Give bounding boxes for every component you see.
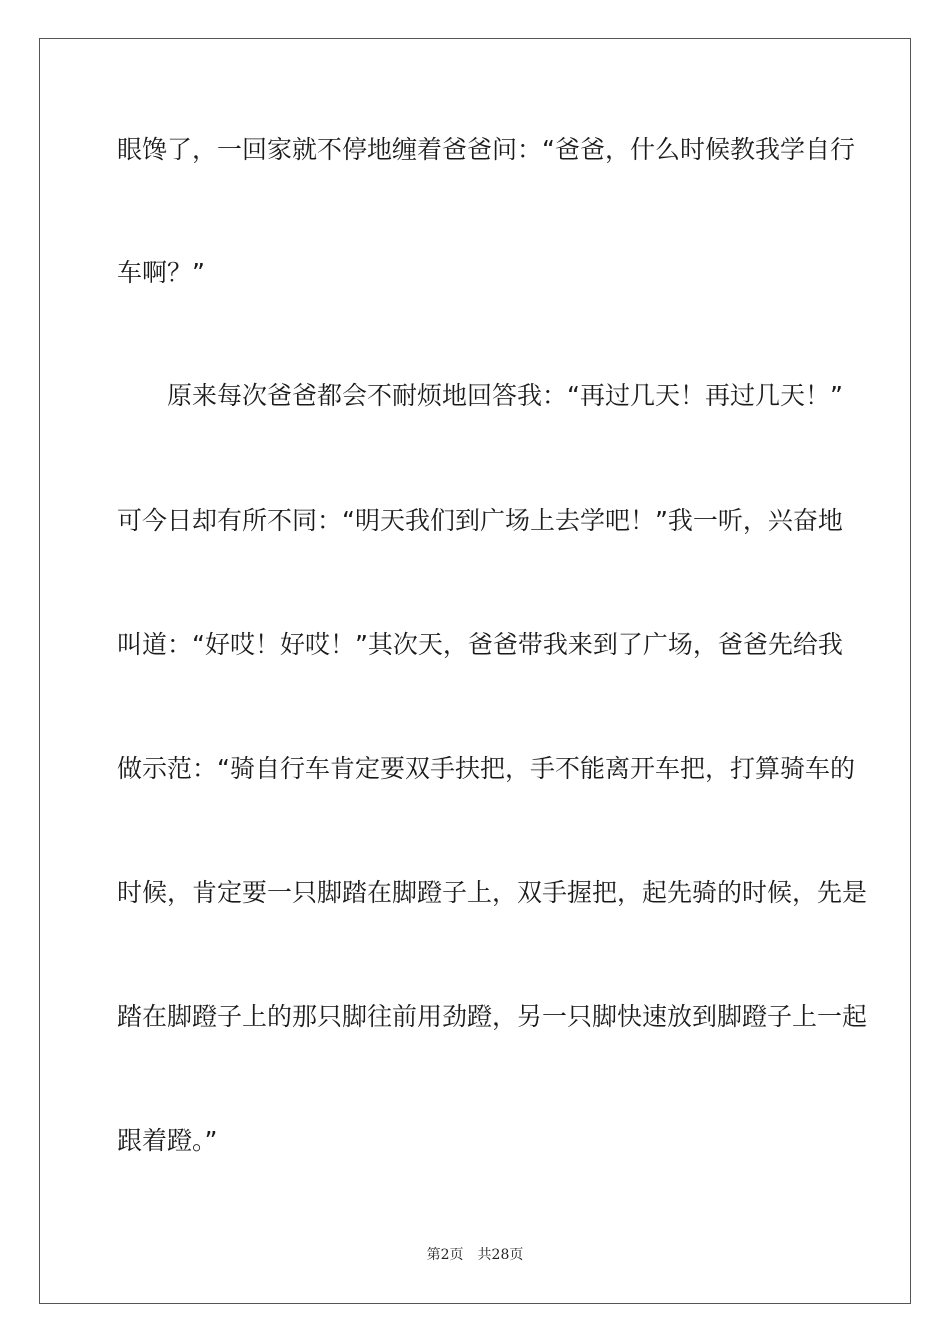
page-footer	[0, 1246, 950, 1264]
text-line: 可今日却有所不同：“明天我们到广场上去学吧！”我一听，兴奋地	[117, 506, 843, 535]
text-line: 踏在脚蹬子上的那只脚往前用劲蹬，另一只脚快速放到脚蹬子上一起	[117, 1002, 868, 1031]
text-line: 叫道：“好哎！好哎！”其次天，爸爸带我来到了广场，爸爸先给我	[117, 630, 843, 659]
text-line: 眼馋了，一回家就不停地缠着爸爸问：“爸爸，什么时候教我学自行	[117, 135, 855, 164]
page-number: 第2页	[426, 1247, 464, 1263]
page-total: 共28页	[477, 1247, 524, 1263]
text-line: 做示范：“骑自行车肯定要双手扶把，手不能离开车把，打算骑车的	[117, 754, 855, 783]
text-line: 车啊？”	[117, 258, 205, 287]
page-frame	[39, 38, 911, 1304]
text-line: 时候，肯定要一只脚踏在脚蹬子上，双手握把，起先骑的时候，先是	[117, 878, 868, 907]
paragraph-first-line: 原来每次爸爸都会不耐烦地回答我：“再过几天！再过几天！”	[167, 381, 843, 410]
text-line: 跟着蹬。”	[117, 1126, 218, 1155]
